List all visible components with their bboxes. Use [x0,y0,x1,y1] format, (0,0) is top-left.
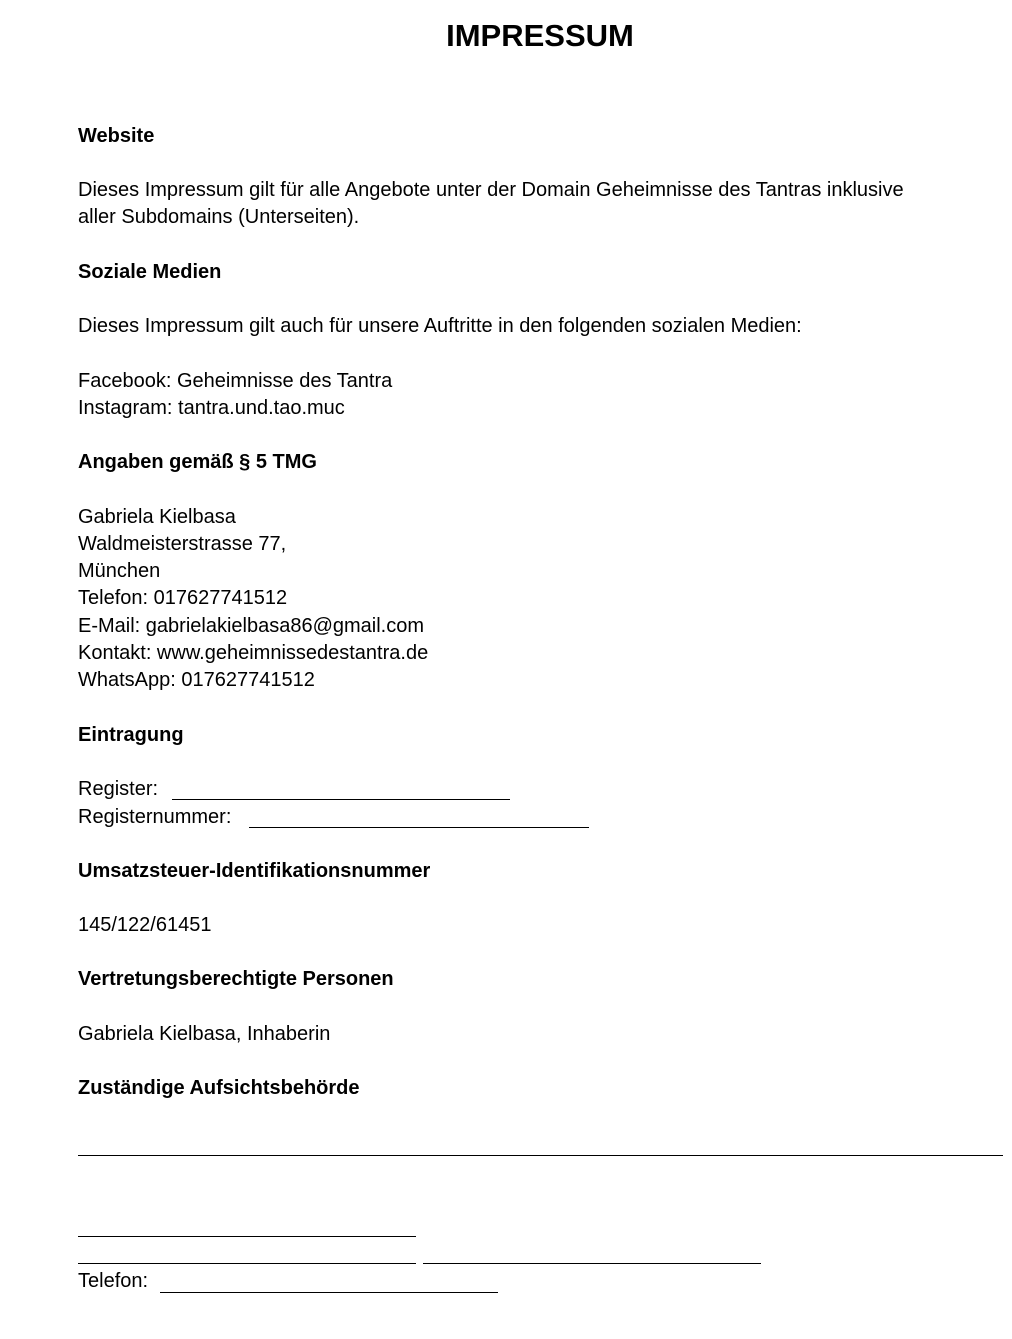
facebook-line: Facebook: Geheimnisse des Tantra [78,370,393,392]
contact-line: Kontakt: www.geheimnissedestantra.de [78,642,429,664]
website-heading: Website [78,125,155,147]
website-text-line1: Dieses Impressum gilt für alle Angebote unter der Domain Geheimnisse des Tantras inklusive [78,179,904,201]
page-title: IMPRESSUM [446,18,634,53]
vat-number: 145/122/61451 [78,914,212,936]
email-line: E-Mail: gabrielakielbasa86@gmail.com [78,615,425,637]
authority-phone-blank-line [160,1292,498,1293]
authority-heading: Zuständige Aufsichtsbehörde [78,1077,360,1099]
authority-blank-line-full [78,1155,1003,1156]
tmg-heading: Angaben gemäß § 5 TMG [78,451,317,473]
register-number-label: Registernummer: [78,806,232,828]
whatsapp-line: WhatsApp: 017627741512 [78,669,315,691]
instagram-line: Instagram: tantra.und.tao.muc [78,397,345,419]
street-address: Waldmeisterstrasse 77, [78,533,287,555]
register-blank-line [172,799,510,800]
authority-blank-line-right [423,1263,761,1264]
registration-heading: Eintragung [78,724,184,746]
phone-line: Telefon: 017627741512 [78,587,288,609]
city: München [78,560,161,582]
authority-blank-line-short [78,1236,416,1237]
representatives-value: Gabriela Kielbasa, Inhaberin [78,1023,331,1045]
website-text-line2: aller Subdomains (Unterseiten). [78,206,360,228]
owner-name: Gabriela Kielbasa [78,506,236,528]
vat-heading: Umsatzsteuer-Identifikationsnummer [78,860,431,882]
authority-phone-label: Telefon: [78,1270,149,1292]
representatives-heading: Vertretungsberechtigte Personen [78,968,394,990]
social-media-heading: Soziale Medien [78,261,222,283]
authority-blank-line-left [78,1263,416,1264]
social-media-intro: Dieses Impressum gilt auch für unsere Auftritte in den folgenden sozialen Medien: [78,315,802,337]
register-label: Register: [78,778,159,800]
register-number-blank-line [249,827,589,828]
